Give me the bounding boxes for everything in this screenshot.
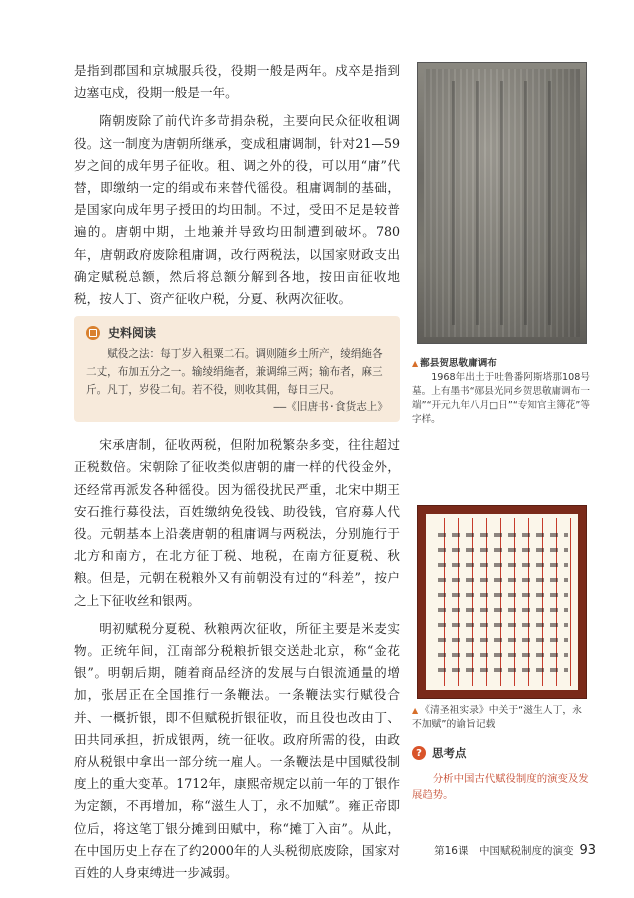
historical-reading-box (74, 316, 400, 422)
thinking-header (412, 745, 590, 761)
paragraph: 隋朝废除了前代许多苛捐杂税，主要向民众征收租调役。这一制度为唐朝所继承，变成租庸调制，针对21—59岁之间的成年男子征收。租、调之外的役，可以用“庸”代替，即缴纳一定的绢或布来替代徭役。租庸调制的基础，是国家向成年男子授田的均田制。不过，受田不足是较普遍的。唐朝中期，土地兼并导致均田制遭到破坏。780年，唐朝政府废除租庸调，改行两税法，以国家财政支出确定赋税总额，然后将总额分解到各地，按田亩征收地税，按人丁、资产征收户税，分夏、秋两次征收。 (74, 113, 400, 307)
thinking-point (412, 745, 590, 803)
book-icon (86, 326, 100, 340)
tax-cloth-photo (417, 62, 587, 344)
page-number: 93 (579, 843, 596, 858)
reading-header (86, 324, 388, 341)
reading-source: ——《旧唐书·食货志上》 (273, 401, 388, 414)
paragraph: 明初赋税分夏税、秋粮两次征收，所征主要是米麦实物。正统年间，江南部分税粮折银交送赴北京，称“金花银”。明朝后期，随着商品经济的发展与白银流通量的增加，张居正在全国推行一条鞭法。一条鞭法实行赋役合并、一概折银，即不但赋税折银征收，而且役也改由丁、田共同承担，折成银两，统一征收。政府所需的役，由政府从税银中拿出一部分统一雇人。一条鞭法是中国赋役制度上的重大变革。1712年，康熙帝规定以前一年的丁银作为定额，不再增加，称“滋生人丁，永不加赋”。雍正帝即位后，将这笔丁银分摊到田赋中，称“摊丁入亩”。从此，在中国历史上存在了约2000年的人头税彻底废除，国家对百姓的人身束缚进一步减弱。 (74, 620, 400, 881)
main-text-column (74, 60, 400, 890)
lesson-title: 第16课 中国赋税制度的演变 (434, 845, 574, 857)
question-icon: ? (412, 746, 426, 760)
triangle-icon: ▲ (412, 706, 419, 715)
reading-title: 史料阅读 (108, 326, 157, 341)
page-footer (434, 843, 596, 858)
reading-text: 赋役之法：每丁岁入租粟二石。调则随乡土所产，绫绢絁各二丈，布加五分之一。输绫绢絁者，兼调绵三两；输布者，麻三斤。凡丁，岁役二旬。若不役，则收其佣，每日三尺。 (86, 348, 383, 397)
paragraph: 是指到郡国和京城服兵役，役期一般是两年。戍卒是指到边塞屯戍，役期一般是一年。 (74, 63, 400, 101)
figure2-caption (412, 704, 590, 732)
figure2-caption-text: 《清圣祖实录》中关于“滋生人丁，永不加赋”的谕旨记载 (412, 705, 582, 730)
figure1-title: 鄯县贺思敬庸调布 (420, 358, 497, 369)
figure1-caption-text: 1968年出土于吐鲁番阿斯塔那108号墓。上有墨书“郧县光同乡贺思敬庸调布一端”“开元九年八月□日”“专知官主簿花”等字样。 (412, 372, 590, 425)
thinking-title: 思考点 (432, 746, 467, 760)
figure1-caption (412, 357, 590, 427)
thinking-text: 分析中国古代赋役制度的演变及发展趋势。 (412, 773, 589, 801)
imperial-edict-photo (417, 505, 587, 699)
triangle-icon: ▲ (412, 359, 419, 368)
paragraph: 宋承唐制，征收两税，但附加税繁杂多变，往往超过正税数倍。宋朝除了征收类似唐朝的庸一样的代役金外，还经常再派发各种徭役。因为徭役扰民严重，北宋中期王安石推行募役法，百姓缴纳免役钱、助役钱，官府募人代役。元朝基本上沿袭唐朝的租庸调与两税法，分别施行于北方和南方，在北方征丁税、地税，在南方征夏税、秋粮。但是，元朝在税粮外又有前朝没有过的“科差”，按户之上下征收丝和银两。 (74, 437, 400, 608)
